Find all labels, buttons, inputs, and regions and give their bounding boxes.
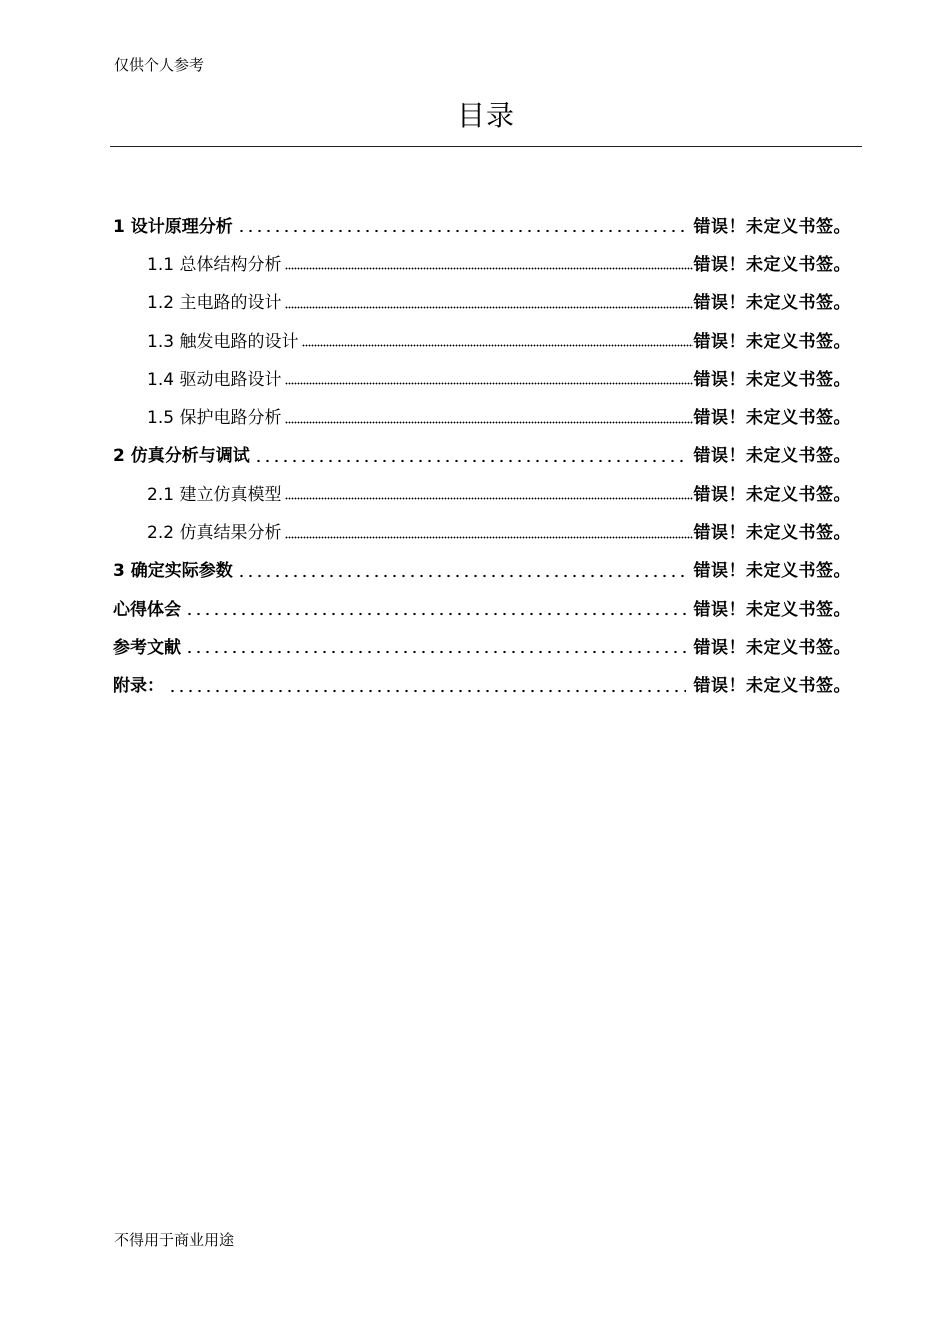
toc-entry[interactable] xyxy=(113,473,851,511)
toc-dot-leader xyxy=(285,291,692,311)
toc-entry[interactable] xyxy=(113,626,851,664)
toc-page-ref: 错误！未定义书签。 xyxy=(693,369,851,390)
toc-dot-leader xyxy=(285,252,692,272)
toc-entry[interactable] xyxy=(113,511,851,549)
header-note: 仅供个人参考 xyxy=(114,56,205,74)
toc-entry-label: 2.1 建立仿真模型 xyxy=(147,484,282,505)
toc-page-ref: 错误！未定义书签。 xyxy=(693,446,851,467)
toc-entry-label: 1 设计原理分析 xyxy=(113,216,233,237)
toc-dot-leader xyxy=(285,367,692,387)
toc-entry-label: 3 确定实际参数 xyxy=(113,561,233,582)
toc-entry-label: 1.1 总体结构分析 xyxy=(147,254,282,275)
title-divider xyxy=(110,146,862,147)
toc-page-ref: 错误！未定义书签。 xyxy=(693,254,851,275)
toc-dot-leader xyxy=(285,406,692,426)
toc-entry-label: 附录： xyxy=(113,676,164,697)
toc-entry[interactable] xyxy=(113,205,851,243)
toc-entry[interactable] xyxy=(113,320,851,358)
toc-page-ref: 错误！未定义书签。 xyxy=(693,408,851,429)
toc-dot-leader xyxy=(285,521,692,541)
toc-dot-leader xyxy=(254,444,686,464)
toc-entry[interactable] xyxy=(113,358,851,396)
toc-entry-label: 2 仿真分析与调试 xyxy=(113,446,250,467)
toc-page-ref: 错误！未定义书签。 xyxy=(693,676,851,697)
toc-dot-leader xyxy=(185,635,686,655)
toc-entry-label: 1.4 驱动电路设计 xyxy=(147,369,282,390)
toc-page-ref: 错误！未定义书签。 xyxy=(693,484,851,505)
toc-dot-leader xyxy=(237,214,686,234)
toc-page-ref: 错误！未定义书签。 xyxy=(693,561,851,582)
toc-page-ref: 错误！未定义书签。 xyxy=(693,599,851,620)
toc-entry-label: 1.3 触发电路的设计 xyxy=(147,331,299,352)
toc-entry-label: 参考文献 xyxy=(113,637,181,658)
toc-dot-leader xyxy=(168,674,686,694)
toc-entry-label: 1.5 保护电路分析 xyxy=(147,408,282,429)
toc-entry[interactable] xyxy=(113,396,851,434)
toc-entry[interactable] xyxy=(113,282,851,320)
page-title: 目录 xyxy=(456,99,515,132)
toc-dot-leader xyxy=(285,482,692,502)
toc-page-ref: 错误！未定义书签。 xyxy=(693,293,851,314)
toc-dot-leader xyxy=(185,597,686,617)
toc-entry[interactable] xyxy=(113,550,851,588)
footer-note: 不得用于商业用途 xyxy=(114,1231,235,1249)
toc-entry[interactable] xyxy=(113,243,851,281)
toc-dot-leader xyxy=(237,559,686,579)
toc-entry[interactable] xyxy=(113,588,851,626)
toc-page-ref: 错误！未定义书签。 xyxy=(693,523,851,544)
toc-page-ref: 错误！未定义书签。 xyxy=(693,637,851,658)
toc-entry-label: 1.2 主电路的设计 xyxy=(147,293,282,314)
toc-entry-label: 2.2 仿真结果分析 xyxy=(147,523,282,544)
table-of-contents xyxy=(113,205,851,703)
toc-page-ref: 错误！未定义书签。 xyxy=(693,216,851,237)
toc-entry[interactable] xyxy=(113,435,851,473)
toc-entry[interactable] xyxy=(113,665,851,703)
toc-page-ref: 错误！未定义书签。 xyxy=(693,331,851,352)
toc-dot-leader xyxy=(302,329,692,349)
toc-entry-label: 心得体会 xyxy=(113,599,181,620)
